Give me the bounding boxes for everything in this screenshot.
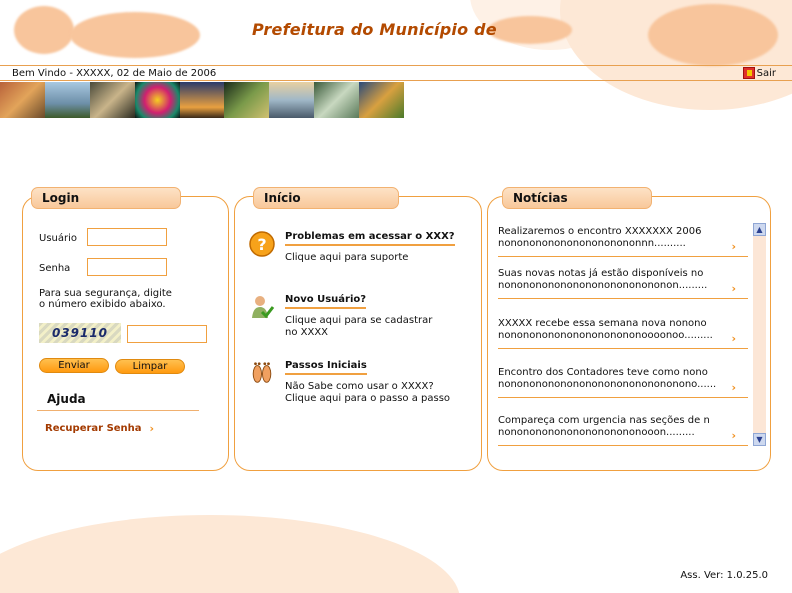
- security-text: o número exibido abaixo.: [39, 299, 166, 310]
- footprints-icon: [249, 360, 275, 386]
- logo-redacted: [14, 6, 74, 54]
- noticias-panel: [487, 191, 771, 471]
- welcome-text: Bem Vindo - XXXXX, 02 de Maio de 2006: [12, 68, 217, 79]
- scroll-down-icon[interactable]: ▼: [753, 433, 766, 446]
- item-desc: Clique aqui para se cadastrar: [285, 315, 433, 326]
- banner-photo: [0, 82, 45, 118]
- version-text: Ass. Ver: 1.0.25.0: [680, 570, 768, 581]
- svg-text:?: ?: [257, 235, 267, 254]
- news-text: nonononononononononononoooonoo.........: [498, 330, 713, 341]
- inicio-tab: Início: [253, 187, 399, 209]
- banner-photo: [90, 82, 135, 118]
- news-text: Realizaremos o encontro XXXXXXX 2006: [498, 226, 702, 237]
- welcome-bar: [0, 65, 792, 81]
- logout-label: Sair: [756, 67, 776, 79]
- recover-password-label: Recuperar Senha: [45, 423, 142, 434]
- news-text: Suas novas notas já estão disponíveis no: [498, 268, 704, 279]
- news-text: nononononononononononononononono......: [498, 379, 717, 390]
- user-label: Usuário: [39, 233, 78, 244]
- background-decoration: [0, 515, 460, 593]
- item-desc: Clique aqui para o passo a passo: [285, 393, 451, 404]
- news-text: nonononononononononononnn..........: [498, 238, 686, 249]
- banner-photo: [135, 82, 180, 118]
- password-input[interactable]: [87, 258, 167, 276]
- banner-photo: [359, 82, 404, 118]
- login-tab: Login: [31, 187, 181, 209]
- item-title: Problemas em acessar o XXX?: [285, 231, 455, 246]
- news-scrollbar[interactable]: [753, 223, 766, 446]
- news-item[interactable]: [498, 367, 748, 398]
- login-panel: [22, 191, 229, 471]
- clear-button[interactable]: Limpar: [115, 359, 185, 374]
- recover-password-link[interactable]: [45, 422, 154, 435]
- news-text: XXXXX recebe essa semana nova nonono: [498, 318, 707, 329]
- help-title: Ajuda: [47, 392, 86, 406]
- exit-icon: [743, 67, 755, 79]
- security-text: Para sua segurança, digite: [39, 288, 172, 299]
- banner-photo: [45, 82, 90, 118]
- banner-photo: [180, 82, 225, 118]
- news-item[interactable]: [498, 415, 748, 446]
- noticias-tab: Notícias: [502, 187, 652, 209]
- item-desc: Clique aqui para suporte: [285, 252, 409, 263]
- banner-photo: [224, 82, 269, 118]
- item-desc: Não Sabe como usar o XXXX?: [285, 381, 434, 392]
- news-item[interactable]: [498, 268, 748, 299]
- logout-button[interactable]: [743, 67, 776, 79]
- banner-photo: [314, 82, 359, 118]
- chevron-right-icon: ›: [731, 240, 736, 253]
- news-item[interactable]: [498, 318, 748, 349]
- item-desc: no XXXX: [285, 327, 329, 338]
- news-text: Compareça com urgencia nas seções de n: [498, 415, 710, 426]
- photo-banner: [0, 82, 404, 118]
- chevron-right-icon: ›: [731, 332, 736, 345]
- news-item[interactable]: [498, 226, 748, 257]
- inicio-panel: [234, 191, 482, 471]
- captcha-image: 039110: [39, 323, 121, 343]
- chevron-right-icon: ›: [149, 422, 155, 435]
- item-title: Passos Iniciais: [285, 360, 367, 375]
- send-button[interactable]: Enviar: [39, 358, 109, 373]
- chevron-right-icon: ›: [731, 282, 736, 295]
- logo-redacted: [648, 4, 778, 66]
- page-title: Prefeitura do Município de: [252, 20, 497, 39]
- news-text: nonononononononononononooon.........: [498, 427, 695, 438]
- logo-redacted: [70, 12, 200, 58]
- news-text: nonononononononononononononon.........: [498, 280, 708, 291]
- new-user-icon: [249, 294, 275, 320]
- chevron-right-icon: ›: [731, 429, 736, 442]
- username-input[interactable]: [87, 228, 167, 246]
- banner-photo: [269, 82, 314, 118]
- news-text: Encontro dos Contadores teve como nono: [498, 367, 708, 378]
- item-title: Novo Usuário?: [285, 294, 366, 309]
- captcha-input[interactable]: [127, 325, 207, 343]
- scroll-up-icon[interactable]: ▲: [753, 223, 766, 236]
- divider: [37, 410, 199, 411]
- password-label: Senha: [39, 263, 71, 274]
- municipality-name-redacted: [488, 16, 572, 44]
- question-icon: [249, 231, 275, 257]
- chevron-right-icon: ›: [731, 381, 736, 394]
